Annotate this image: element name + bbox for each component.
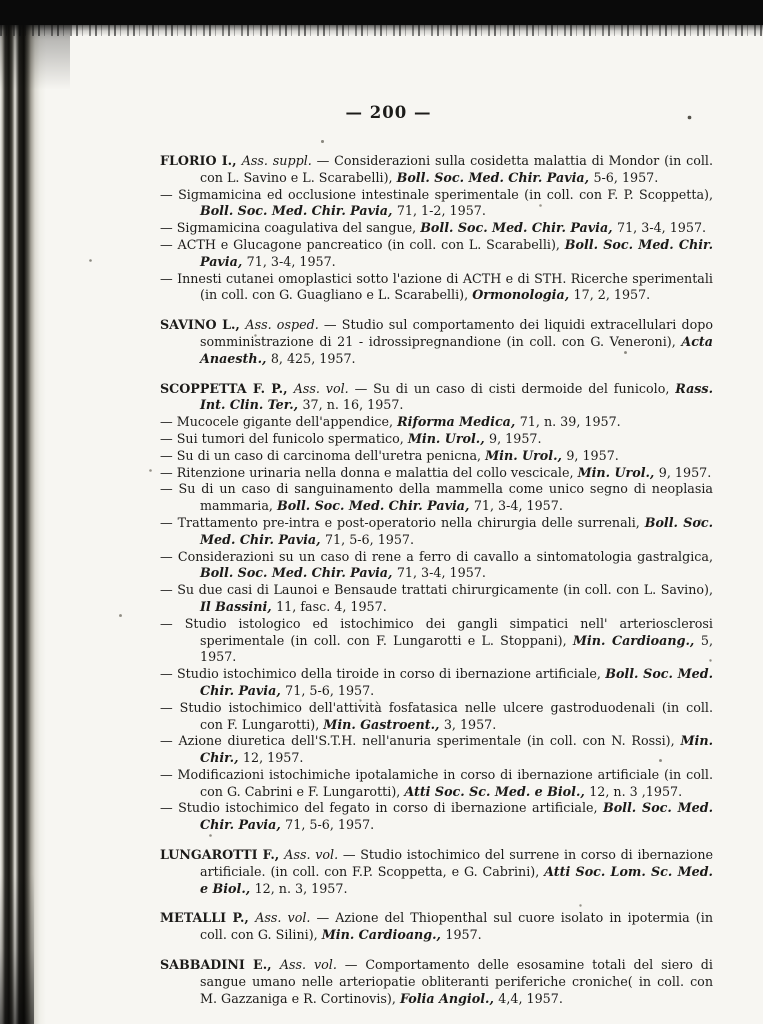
entry-text: — ACTH e Glucagone pancreatico (in coll. con L. Scarabelli), — [160, 236, 565, 252]
bib-entry — [160, 431, 713, 448]
entry-text: — Studio istochimico del fegato in corso di ibernazione artificiale, — [160, 800, 603, 816]
scan-top-edge — [0, 0, 763, 25]
journal-name: Ormonologia, — [472, 287, 574, 303]
bib-entry — [160, 582, 713, 616]
entry-text: — Sui tumori del funicolo spermatico, — [160, 430, 408, 446]
journal-name: Min. Chir., — [200, 733, 713, 766]
entry-text: — Su due casi di Launoi e Bensaude trattati chirurgicamente (in coll. con L. Savino), — [160, 582, 713, 598]
entry-text: — Su di un caso di carcinoma dell'uretra penicna, — [160, 447, 486, 463]
bib-entry-author — [160, 910, 713, 944]
entry-text: 71, 3-4, 1957. — [617, 220, 707, 236]
journal-name: Min. Cardioang., — [572, 632, 701, 648]
bib-entry — [160, 733, 713, 767]
bib-entry — [160, 767, 713, 801]
journal-name: Acta Anaesth., — [200, 333, 713, 366]
bib-entry — [160, 800, 713, 834]
entry-text: 71, 5-6, 1957. — [324, 531, 415, 547]
entry-text: 12, n. 3, 1957. — [254, 880, 348, 896]
entry-text: Ass. vol. — [279, 957, 345, 973]
journal-name: Rass. Int. Clin. Ter., — [200, 380, 713, 413]
entry-text: 12, 1957. — [242, 750, 304, 766]
bib-entry — [160, 448, 713, 465]
journal-name: Min. Gastroent., — [323, 716, 444, 732]
bib-entry-author — [160, 847, 713, 897]
entry-text: 4,4, 1957. — [498, 990, 563, 1006]
entry-text: 9, 1957. — [566, 447, 619, 463]
entry-text: — Considerazioni su un caso di rene a ferro di cavallo a sintomatologia gastralgica, — [160, 548, 713, 564]
bib-entry-author — [160, 317, 713, 367]
bib-entry — [160, 515, 713, 549]
entry-text: — Azione del Thiopenthal sul cuore isolato in ipotermia (in coll. con G. Silini), — [200, 910, 713, 943]
journal-name: Il Bassini, — [200, 598, 277, 614]
entry-text: 5, 1957. — [200, 632, 713, 665]
entry-text: — Comportamento delle esosamine totali del siero di sangue umano nelle arteriopatie obliteranti periferiche croniche( in coll. con M. Gazzaniga e R. Cortinovis), — [200, 957, 713, 1006]
entry-text: — Studio istochimico del surrene in corso di ibernazione artificiale. (in coll. con F.P. Scoppetta, e G. Cabrini), — [200, 847, 713, 879]
journal-name: Boll. Soc. Med. Chir. Pavia, — [200, 565, 397, 581]
entry-text: — Modificazioni istochimiche ipotalamiche in corso di ibernazione artificiale (in coll. con G. Cabrini e F. Lungarotti), — [160, 766, 713, 799]
bib-entry — [160, 271, 713, 305]
entry-text: — Su di un caso di cisti dermoide del funicolo, — [354, 380, 676, 396]
entry-text: 12, n. 3 ,1957. — [589, 783, 683, 799]
entry-text: — Studio istochimico della tiroide in corso di ibernazione artificiale, — [160, 666, 606, 682]
entry-text: 9, 1957. — [489, 430, 542, 446]
entry-text: 11, fasc. 4, 1957. — [276, 598, 387, 614]
bib-entry-author — [160, 153, 713, 187]
bib-entry — [160, 700, 713, 734]
entry-text: Ass. vol. — [293, 380, 355, 396]
binding-shadow-bottom — [0, 874, 34, 1024]
entry-text: 71, 3-4, 1957. — [396, 565, 486, 581]
bib-entry — [160, 616, 713, 666]
bib-entry — [160, 481, 713, 515]
entry-text: — Sigmamicina coagulativa del sangue, — [160, 220, 421, 236]
bib-entry — [160, 237, 713, 271]
entry-text: 71, 5-6, 1957. — [285, 817, 375, 833]
entry-text: Ass. suppl. — [241, 153, 317, 168]
journal-name: Boll. Soc. Med. Chir. Pavia, — [200, 666, 714, 698]
bib-entry-author — [160, 957, 713, 1007]
entry-text: Ass. osped. — [245, 317, 324, 333]
journal-name: Min. Cardioang., — [321, 927, 446, 943]
entry-text: 71, 3-4, 1957. — [473, 498, 563, 514]
journal-name: Min. Urol., — [485, 447, 567, 463]
entry-text: 5-6, 1957. — [593, 169, 659, 185]
entry-text: 9, 1957. — [658, 464, 712, 480]
entry-text: 71, 3-4, 1957. — [246, 253, 336, 269]
entry-text: — Azione diuretica dell'S.T.H. nell'anuria sperimentale (in coll. con N. Rossi), — [160, 733, 681, 749]
journal-name: Boll. Soc. Med. Chir. Pavia, — [200, 800, 714, 833]
journal-name: Riforma Medica, — [397, 414, 520, 430]
entry-text: — Trattamento pre-intra e post-operatorio nella chirurgia delle surrenali, — [160, 514, 645, 530]
bib-entry — [160, 187, 713, 221]
entry-text: Ass. vol. — [284, 847, 343, 863]
bib-entry — [160, 549, 713, 583]
page-number: — 200 — — [345, 103, 432, 122]
entry-text: 71, 5-6, 1957. — [285, 682, 375, 698]
journal-name: Atti Soc. Lom. Sc. Med. e Biol., — [200, 863, 713, 896]
author-name: METALLI P., — [160, 910, 256, 926]
journal-name: Boll. Soc. Med. Chir. Pavia, — [200, 514, 714, 547]
bib-entry — [160, 220, 713, 237]
journal-name: Boll. Soc. Med. Chir. Pavia, — [276, 498, 474, 514]
entry-text: — Sigmamicina ed occlusione intestinale sperimentale (in coll. con F. P. Scoppetta), — [160, 186, 713, 202]
author-name: SAVINO L., — [160, 317, 246, 333]
entry-text: — Su di un caso di sanguinamento della mammella come unico segno di neoplasia mammaria, — [160, 481, 713, 514]
entry-text: 17, 2, 1957. — [573, 287, 651, 303]
book-binding-edge — [0, 0, 46, 1024]
entry-text: 8, 425, 1957. — [270, 350, 356, 366]
scan-top-edge-fray — [0, 25, 763, 36]
entry-text: 71, 1-2, 1957. — [396, 203, 486, 219]
journal-name: Folia Angiol., — [399, 990, 499, 1006]
entry-text: 1957. — [445, 927, 482, 943]
bibliography — [160, 153, 713, 1007]
entry-text: 71, n. 39, 1957. — [519, 414, 621, 430]
bib-entry-author — [160, 381, 713, 415]
journal-name: Boll. Soc. Med. Chir. Pavia, — [396, 169, 594, 185]
entry-text: 3, 1957. — [443, 716, 497, 732]
entry-text: — Studio istologico ed istochimico dei gangli simpatici nell' arteriosclerosi sperimentale (in coll. con F. Lungarotti e L. Stoppani), — [160, 615, 713, 648]
entry-text: — Studio sul comportamento dei liquidi extracellulari dopo somministrazione di 21 - idrossipregnandione (in coll. con G. Veneroni), — [200, 317, 713, 349]
entry-text: — Mucocele gigante dell'appendice, — [160, 414, 398, 430]
journal-name: Min. Urol., — [577, 464, 659, 480]
bib-entry — [160, 465, 713, 482]
entry-text: — Ritenzione urinaria nella donna e malattia del collo vescicale, — [160, 464, 578, 480]
entry-text: — Innesti cutanei omoplastici sotto l'azione di ACTH e di STH. Ricerche sperimentali (in coll. con G. Guagliano e L. Scarabelli), — [160, 270, 713, 303]
entry-text: — Studio istochimico dell'attività fosfatasica nelle ulcere gastroduodenali (in coll. con F. Lungarotti), — [160, 699, 713, 732]
journal-name: Atti Soc. Sc. Med. e Biol., — [404, 783, 590, 799]
journal-name: Boll. Soc. Med. Chir. Pavia, — [200, 236, 713, 269]
entry-text: — Considerazioni sulla cosidetta malattia di Mondor (in coll. con L. Savino e L. Scarabelli), — [200, 153, 713, 185]
author-name: LUNGAROTTI F., — [160, 847, 285, 863]
entry-text: Ass. vol. — [255, 910, 317, 926]
entry-text: 37, n. 16, 1957. — [302, 397, 404, 413]
journal-name: Boll. Soc. Med. Chir. Pavia, — [200, 203, 397, 219]
journal-name: Boll. Soc. Med. Chir. Pavia, — [420, 220, 618, 236]
author-name: SABBADINI E., — [160, 957, 280, 973]
bib-entry — [160, 414, 713, 431]
author-name: SCOPPETTA F. P., — [160, 380, 294, 396]
author-name: FLORIO I., — [160, 153, 242, 168]
bib-entry — [160, 666, 713, 700]
journal-name: Min. Urol., — [407, 430, 490, 446]
